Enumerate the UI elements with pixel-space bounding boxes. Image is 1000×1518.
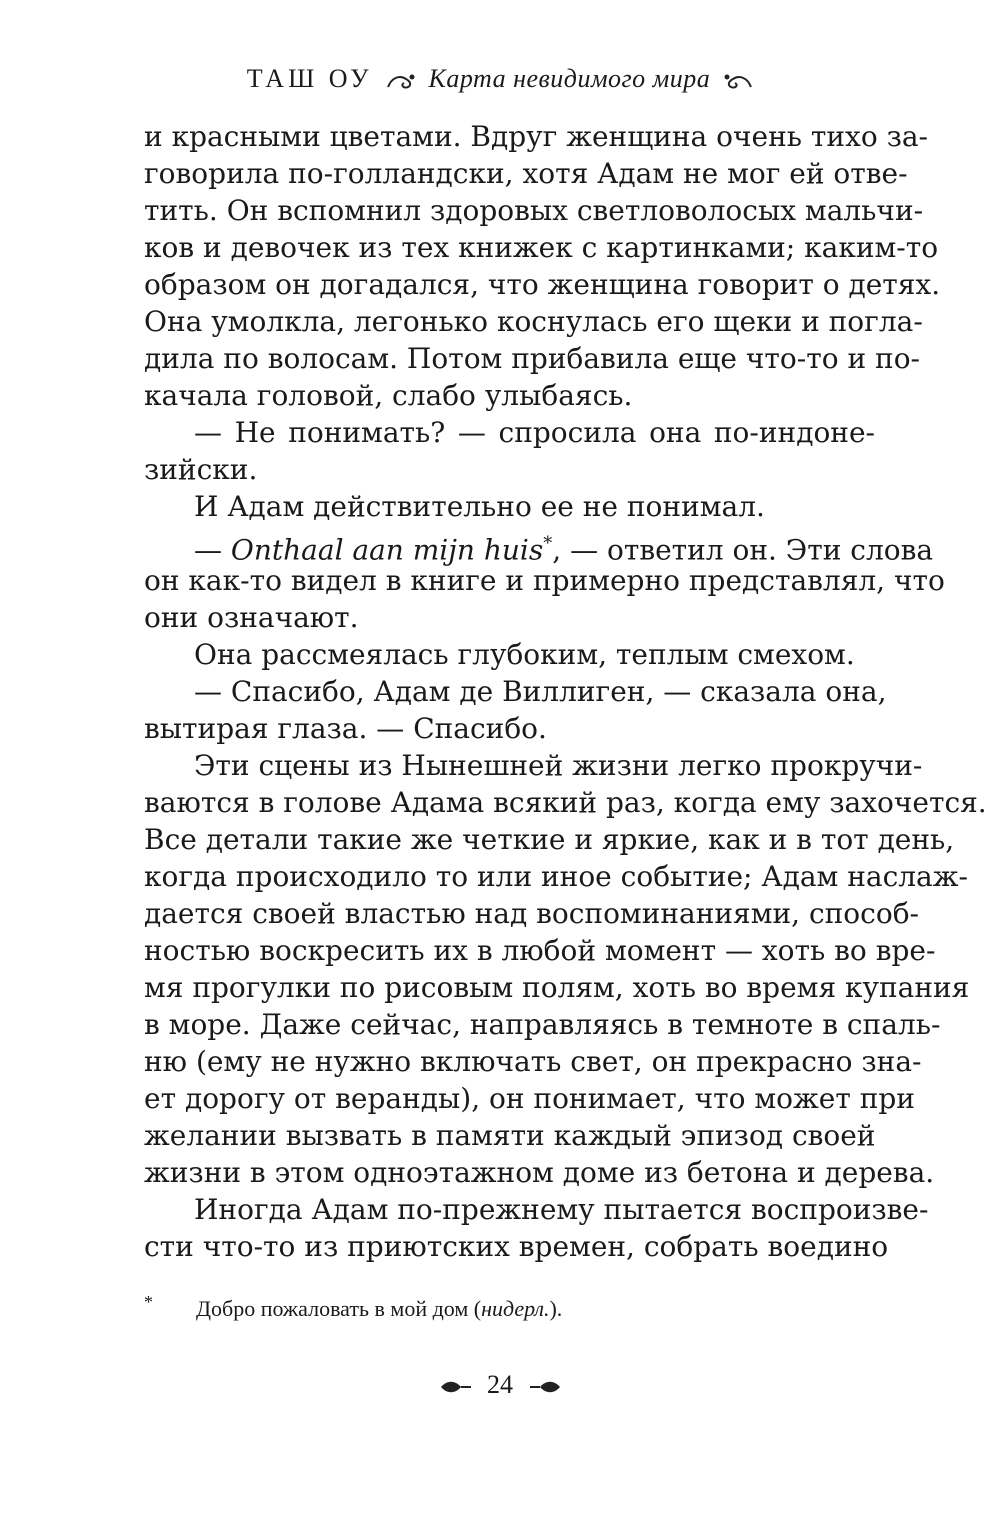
text-line: в море. Даже сейчас, направляясь в темноте в спаль- [144, 1008, 941, 1041]
body-text [144, 118, 987, 1265]
text-line: они означают. [144, 601, 359, 634]
text-line: ваются в голове Адама всякий раз, когда ему захочется. [144, 786, 987, 819]
text-line: сти что-то из приютских времен, собрать воедино [144, 1230, 889, 1263]
text-line: тить. Он вспомнил здоровых светловолосых мальчи- [144, 194, 924, 227]
footnote [144, 1292, 875, 1322]
folio [0, 1370, 1000, 1400]
page-number: 24 [487, 1370, 513, 1399]
text-line: — Не понимать? — спросила она по-индоне- [194, 416, 875, 449]
text-line: жизни в этом одноэтажном доме из бетона и дерева. [144, 1156, 935, 1189]
text-line: ет дорогу от веранды), он понимает, что может при [144, 1082, 915, 1115]
text-line: говорила по-голландски, хотя Адам не мог ей отве- [144, 157, 908, 190]
text-line: и красными цветами. Вдруг женщина очень тихо за- [144, 120, 929, 153]
text-line: качала головой, слабо улыбаясь. [144, 379, 633, 412]
footnote-mark: * [144, 1292, 153, 1312]
text-line: когда происходило то или иное событие; Адам наслаж- [144, 860, 968, 893]
running-head [0, 64, 1000, 94]
text-line: дила по волосам. Потом прибавила еще что-то и по- [144, 342, 921, 375]
text-line: Эти сцены из Нынешней жизни легко прокручи- [194, 749, 923, 782]
text-line: дается своей властью над воспоминаниями, способ- [144, 897, 920, 930]
dutch-phrase: Onthaal aan mijn huis [230, 533, 544, 567]
text-line: ню (ему не нужно включать свет, он прекрасно зна- [144, 1045, 922, 1078]
left-ornament-icon [386, 71, 416, 91]
folio-left-ornament-icon [439, 1378, 473, 1396]
text-line: И Адам действительно ее не понимал. [194, 490, 765, 523]
right-ornament-icon [723, 71, 753, 91]
text-line: ков и девочек из тех книжек с картинками; каким-то [144, 231, 939, 264]
footnote-ref: * [543, 533, 553, 554]
text-line: зийски. [144, 453, 258, 486]
book-title: Карта невидимого мира [428, 64, 711, 93]
text-line: — Onthaal aan mijn huis*, — ответил он. Эти слова [194, 533, 934, 567]
text-line: мя прогулки по рисовым полям, хоть во время купания [144, 971, 970, 1004]
text-line: Она рассмеялась глубоким, теплым смехом. [194, 638, 855, 671]
text-line: Иногда Адам по-прежнему пытается воспроизве- [194, 1193, 929, 1226]
folio-right-ornament-icon [528, 1378, 562, 1396]
text-line: он как-то видел в книге и примерно представлял, что [144, 564, 945, 597]
text-line: Она умолкла, легонько коснулась его щеки и погла- [144, 305, 923, 338]
author-name: ТАШ ОУ [246, 64, 373, 93]
text-line: ностью воскресить их в любой момент — хоть во вре- [144, 934, 936, 967]
text-line: — Спасибо, Адам де Виллиген, — сказала она, [194, 675, 887, 708]
text-line: образом он догадался, что женщина говорит о детях. [144, 268, 941, 301]
text-line: вытирая глаза. — Спасибо. [144, 712, 547, 745]
text-line: Все детали такие же четкие и яркие, как и в тот день, [144, 823, 955, 856]
footnote-text: Добро пожаловать в мой дом (нидерл.). [196, 1296, 563, 1321]
text-line: желании вызвать в памяти каждый эпизод своей [144, 1119, 876, 1152]
